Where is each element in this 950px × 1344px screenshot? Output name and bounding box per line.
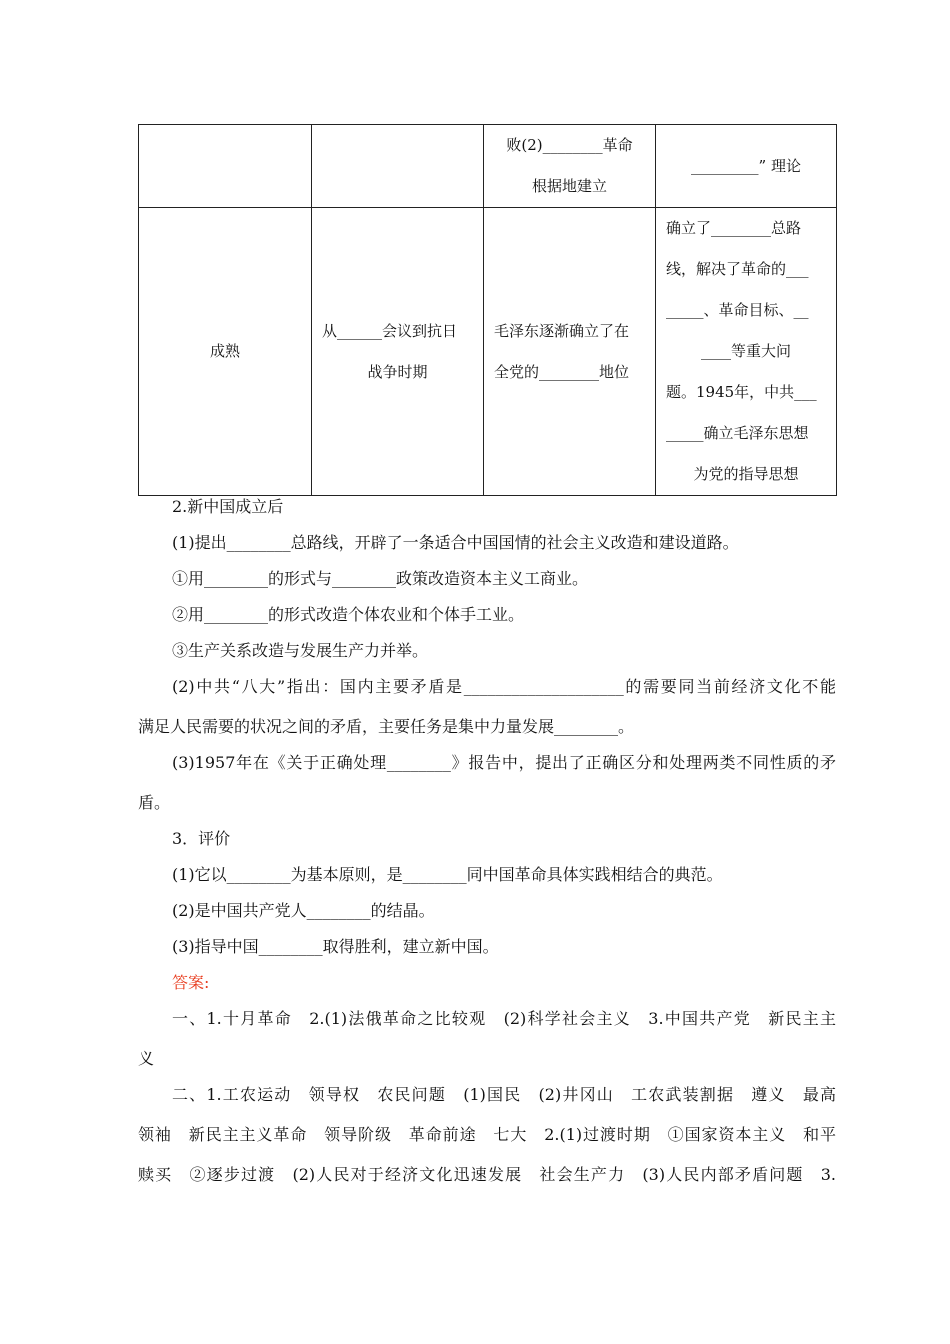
table-cell-period bbox=[312, 208, 484, 496]
answer-line: 赎买 ②逐步过渡 (2)人民对于经济文化迅速发展 社会生产力 (3)人民内部矛盾问题 3. bbox=[138, 1165, 836, 1184]
paragraph: ③生产关系改造与发展生产力并举。 bbox=[172, 641, 429, 660]
table-row bbox=[139, 125, 837, 208]
table-cell-text: 毛泽东逐渐确立了在 bbox=[494, 321, 630, 340]
table-cell-event bbox=[484, 125, 656, 208]
table-cell-stage bbox=[139, 208, 312, 496]
history-table bbox=[138, 124, 837, 496]
table-cell-text: 败(2)________革命 bbox=[506, 136, 633, 154]
table-cell-text: 确立了________总路 bbox=[666, 219, 802, 237]
table-cell-text: 线，解决了革命的___ bbox=[666, 260, 809, 278]
table-cell-text: 战争时期 bbox=[367, 362, 428, 381]
table-cell-text: _____、革命目标、__ bbox=[666, 301, 809, 319]
table-cell-text: 题。1945年，中共___ bbox=[666, 383, 817, 401]
paragraph: (2)中共“八大”指出：国内主要矛盾是____________________的需要同当前经济文化不能 bbox=[172, 677, 836, 696]
paragraph: ②用________的形式改造个体农业和个体手工业。 bbox=[172, 605, 525, 624]
table-cell-text: 全党的________地位 bbox=[494, 362, 630, 381]
paragraph: (3)指导中国________取得胜利，建立新中国。 bbox=[172, 937, 499, 956]
answer-label: 答案: bbox=[172, 973, 210, 992]
paragraph: 满足人民需要的状况之间的矛盾，主要任务是集中力量发展________。 bbox=[138, 717, 635, 736]
answer-line: 二、1.工农运动 领导权 农民问题 (1)国民 (2)井冈山 工农武装割据 遵义 最高 bbox=[172, 1085, 836, 1104]
section-heading: 3．评价 bbox=[172, 829, 231, 848]
paragraph: (1)它以________为基本原则，是________同中国革命具体实践相结合的典范。 bbox=[172, 865, 723, 884]
section-heading: 2.新中国成立后 bbox=[172, 497, 284, 516]
table-cell-text: 从______会议到抗日 bbox=[322, 321, 458, 340]
answer-line: 一、1.十月革命 2.(1)法俄革命之比较观 (2)科学社会主义 3.中国共产党 新民主主 bbox=[172, 1009, 836, 1028]
table-cell-text: 成熟 bbox=[209, 342, 240, 360]
table-cell-theory bbox=[656, 208, 837, 496]
table-cell-text: 根据地建立 bbox=[531, 177, 607, 195]
table-cell-text: 为党的指导思想 bbox=[693, 465, 799, 483]
paragraph: 盾。 bbox=[138, 793, 171, 812]
table-cell-period bbox=[312, 125, 484, 208]
answer-line: 义 bbox=[138, 1049, 155, 1068]
table-cell-event bbox=[484, 208, 656, 496]
answer-line: 领袖 新民主主义革命 领导阶级 革命前途 七大 2.(1)过渡时期 ①国家资本主义 和平 bbox=[138, 1125, 836, 1144]
paragraph: ①用________的形式与________政策改造资本主义工商业。 bbox=[172, 569, 589, 588]
paragraph: (1)提出________总路线，开辟了一条适合中国国情的社会主义改造和建设道路。 bbox=[172, 533, 739, 552]
table-cell-theory bbox=[656, 125, 837, 208]
paragraph: (2)是中国共产党人________的结晶。 bbox=[172, 901, 435, 920]
table-row bbox=[139, 208, 837, 496]
table-cell-text: _________” 理论 bbox=[691, 156, 801, 175]
paragraph: (3)1957年在《关于正确处理________》报告中，提出了正确区分和处理两类不同性质的矛 bbox=[172, 753, 836, 772]
table-cell-stage bbox=[139, 125, 312, 208]
table-cell-text: ____等重大问 bbox=[700, 342, 791, 360]
table-cell-text: _____确立毛泽东思想 bbox=[666, 424, 809, 442]
